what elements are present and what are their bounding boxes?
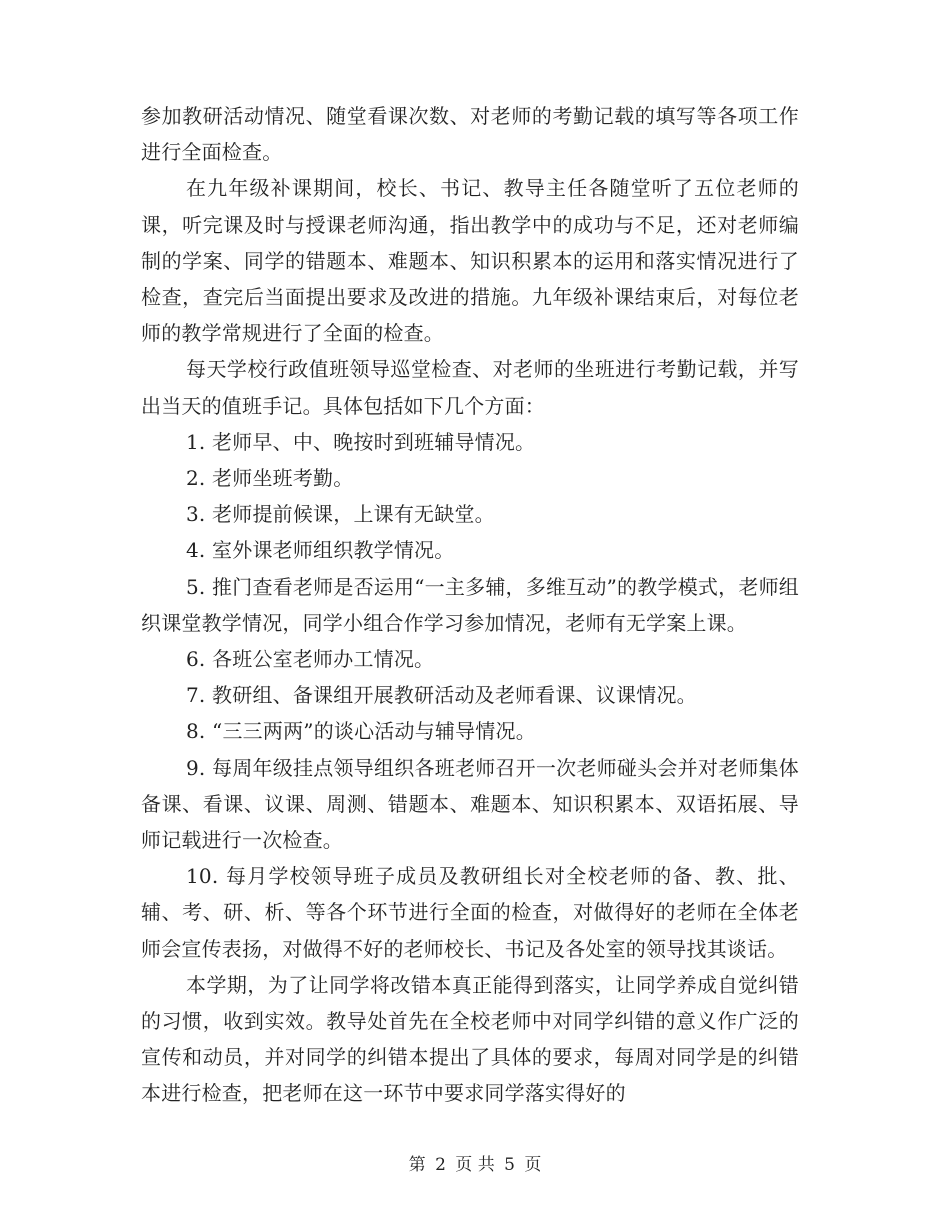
footer-suffix: 页 xyxy=(524,1155,542,1175)
list-item-9: 9. 每周年级挂点领导组织各班老师召开一次老师碰头会并对老师集体备课、看课、议课、周测、错题本、难题本、知识积累本、双语拓展、导师记载进行一次检查。 xyxy=(141,755,799,853)
footer-prefix: 第 xyxy=(408,1155,426,1175)
list-item-2: 2. 老师坐班考勤。 xyxy=(186,466,354,491)
list-item-10: 10. 每月学校领导班子成员及教研组长对全校老师的备、教、批、辅、考、研、析、等各个环节进行全面的检查，对做得好的老师在全体老师会宣传表扬，对做得不好的老师校长、书记及各处室的领导找其谈话。 xyxy=(141,864,799,961)
list-item-1: 1. 老师早、中、晚按时到班辅导情况。 xyxy=(186,429,536,454)
list-item-6: 6. 各班公室老师办工情况。 xyxy=(186,647,435,672)
footer-page-number: 2 xyxy=(435,1155,446,1175)
paragraph-3: 每天学校行政值班领导巡堂检查、对老师的坐班进行考勤记载，并写出当天的值班手记。具体包括如下几个方面： xyxy=(141,357,799,418)
paragraph-1: 参加教研活动情况、随堂看课次数、对老师的考勤记载的填写等各项工作进行全面检查。 xyxy=(141,104,799,165)
page-footer xyxy=(0,1153,950,1177)
list-item-7: 7. 教研组、备课组开展教研活动及老师看课、议课情况。 xyxy=(186,683,697,708)
document-body xyxy=(141,98,799,1112)
paragraph-4: 本学期，为了让同学将改错本真正能得到落实，让同学养成自觉纠错的习惯，收到实效。教导处首先在全校老师中对同学纠错的意义作广泛的宣传和动员，并对同学的纠错本提出了具体的要求，每周对同学是的纠错本进行检查，把老师在这一环节中要求同学落实得好的 xyxy=(141,972,799,1106)
paragraph-2: 在九年级补课期间，校长、书记、教导主任各随堂听了五位老师的课，听完课及时与授课老师沟通，指出教学中的成功与不足，还对老师编制的学案、同学的错题本、难题本、知识积累本的运用和落实情况进行了检查，查完后当面提出要求及改进的措施。九年级补课结束后，对每位老师的教学常规进行了全面的检查。 xyxy=(141,176,799,346)
list-item-4: 4. 室外课老师组织教学情况。 xyxy=(186,538,455,563)
list-item-3: 3. 老师提前候课，上课有无缺堂。 xyxy=(186,502,495,527)
list-item-5: 5. 推门查看老师是否运用“一主多辅，多维互动”的教学模式，老师组织课堂教学情况，同学小组合作学习参加情况，老师有无学案上课。 xyxy=(141,574,799,635)
footer-total-pages: 5 xyxy=(504,1155,515,1175)
list-item-8: 8. “三三两两”的谈心活动与辅导情况。 xyxy=(186,719,536,744)
footer-middle: 页 共 xyxy=(455,1155,495,1175)
